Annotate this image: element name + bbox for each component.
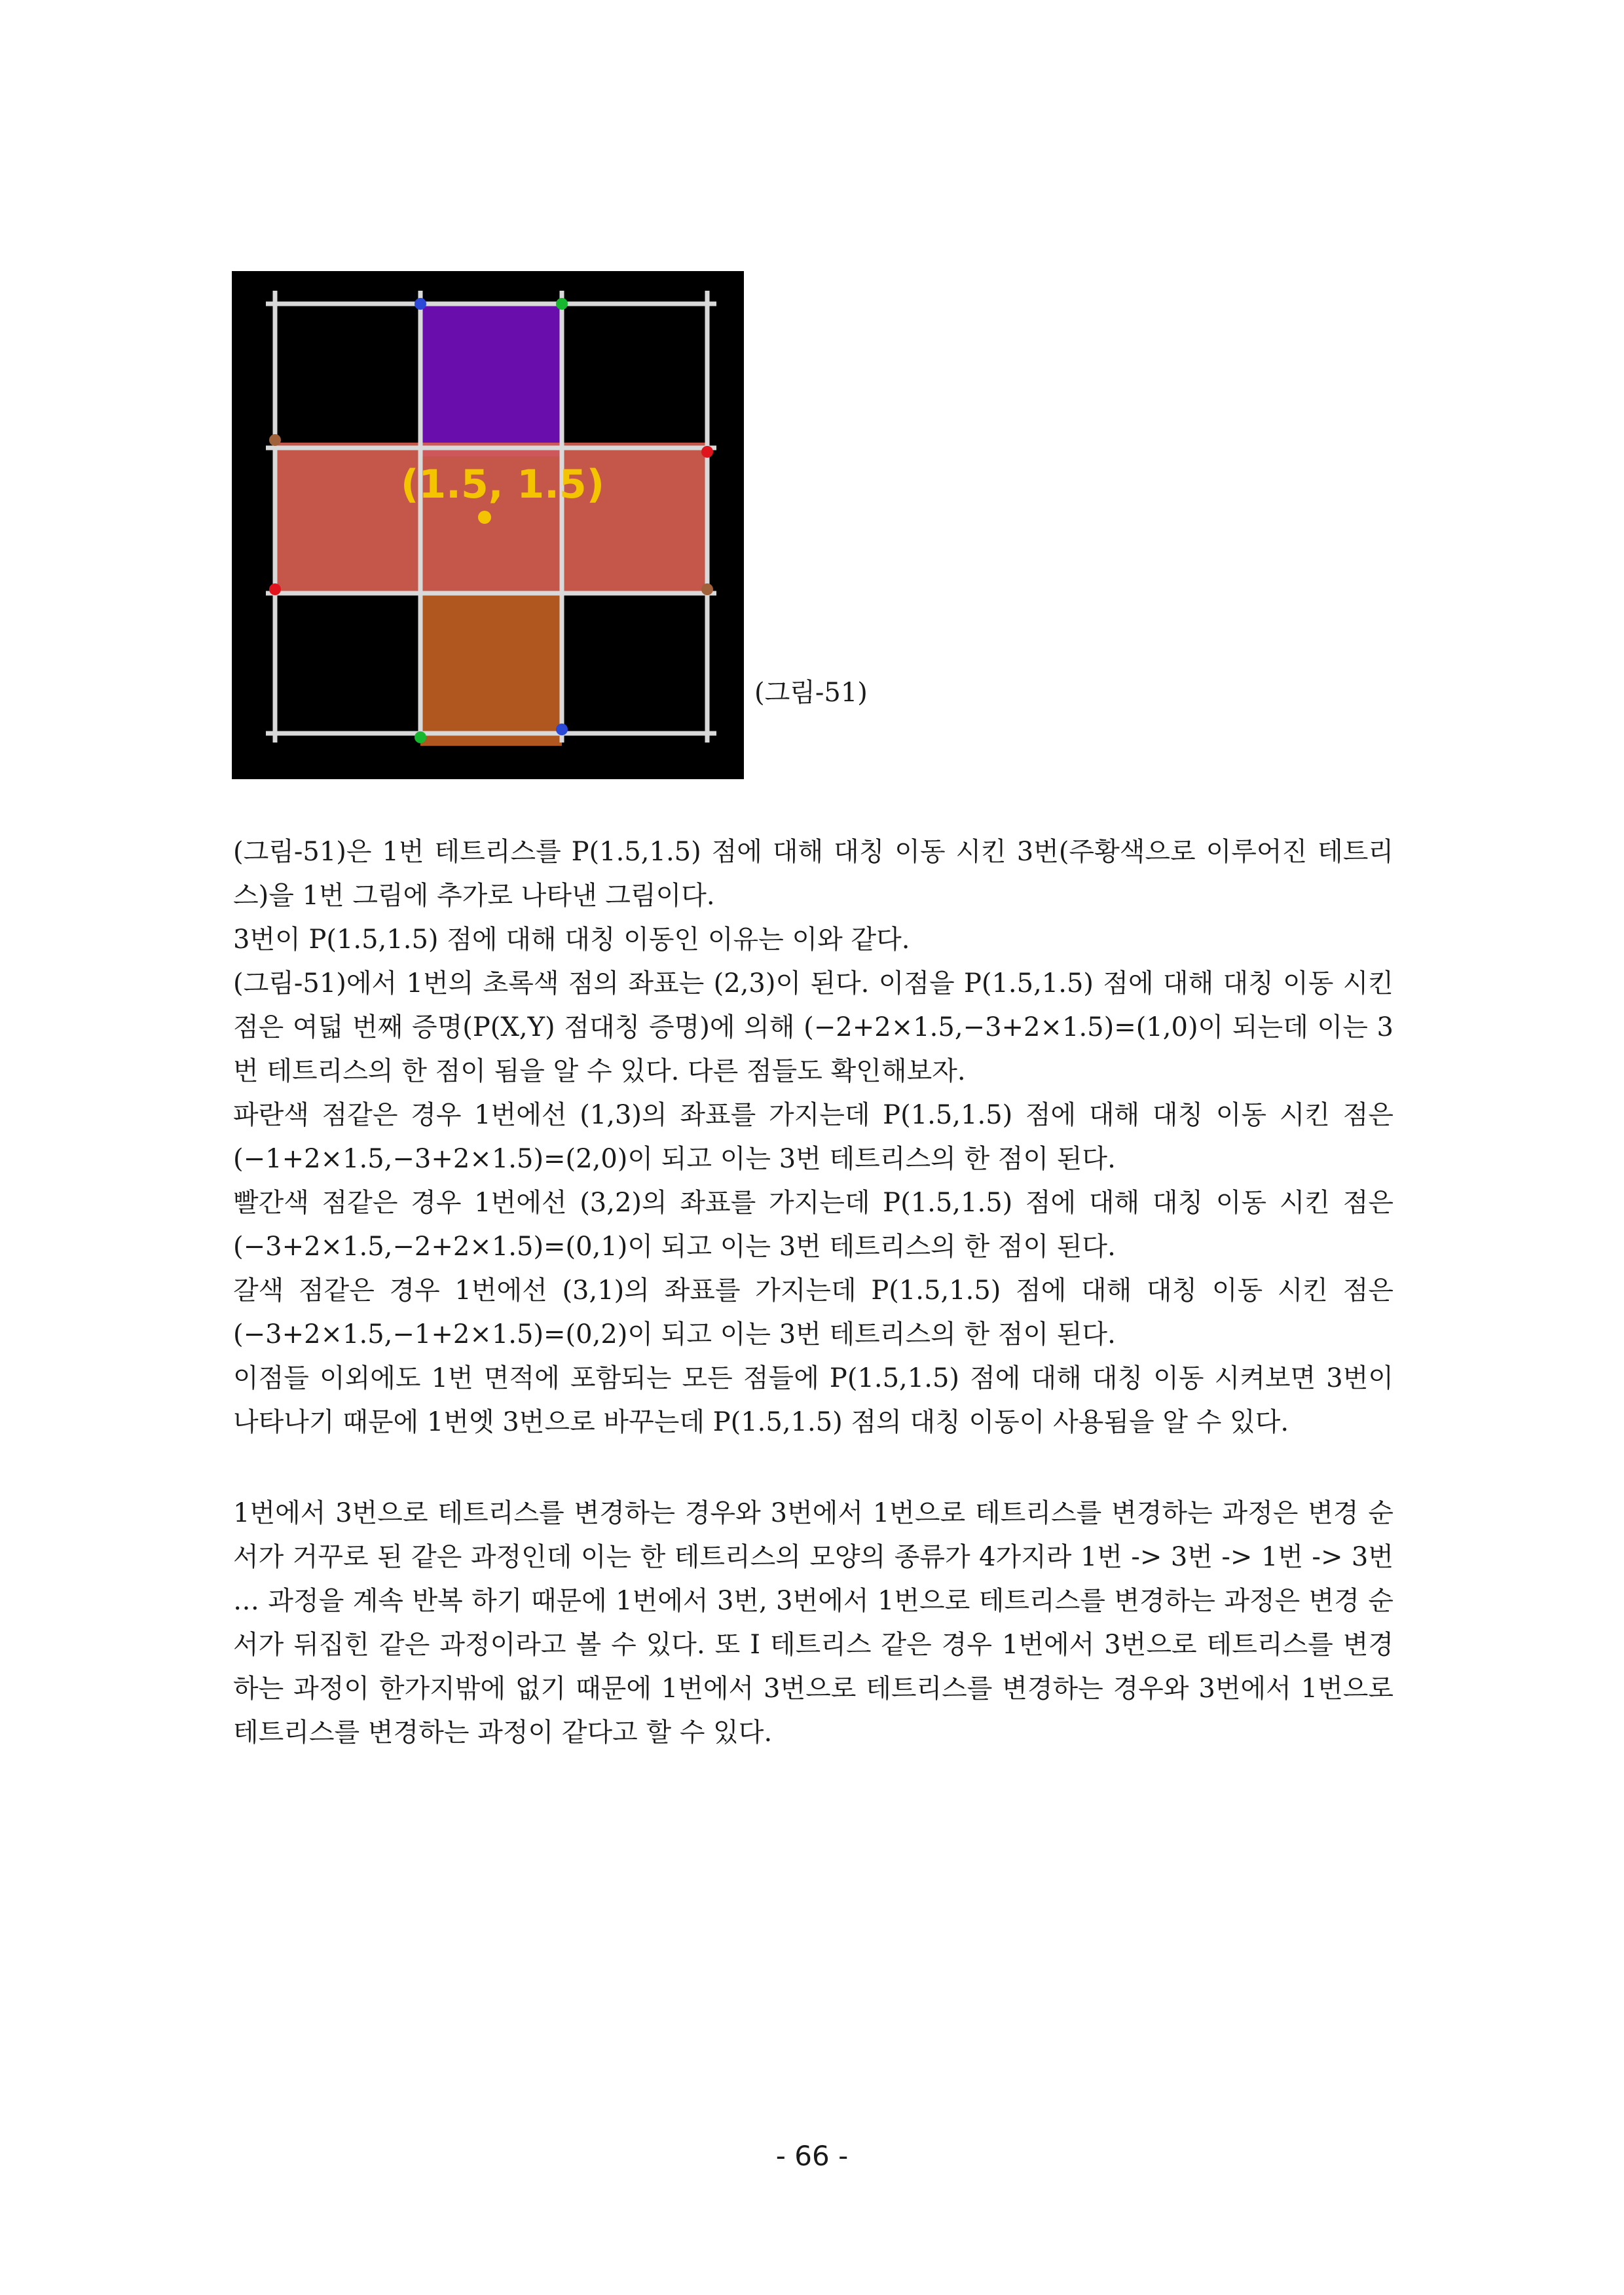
paragraph: 1번에서 3번으로 테트리스를 변경하는 경우와 3번에서 1번으로 테트리스를 변경하는 과정은 변경 순서가 거꾸로 된 같은 과정인데 이는 한 테트리스의 모양의 종류가 4가지라 1번 -> 3번 -> 1번 -> 3번 … 과정을 계속 반복 하기 때문에 1번에서 3번, 3번에서 1번으로 테트리스를 변경하는 과정은 변경 순서가 뒤집힌 같은 과정이라고 볼 수 있다. 또 I 테트리스 같은 경우 1번에서 3번으로 테트리스를 변경하는 과정이 한가지밖에 없기 때문에 1번에서 3번으로 테트리스를 변경하는 경우와 3번에서 1번으로 테트리스를 변경하는 과정이 같다고 할 수 있다.: [233, 1498, 1393, 1748]
paragraph: 이점들 이외에도 1번 면적에 포함되는 모든 점들에 P(1.5,1.5) 점에 대해 대칭 이동 시켜보면 3번이 나타나기 때문에 1번엣 3번으로 바꾸는데 P(1.5,1.5) 점의 대칭 이동이 사용됨을 알 수 있다.: [233, 1363, 1393, 1437]
brown-point: [269, 434, 281, 446]
center-point: [478, 511, 491, 524]
paragraph: 3번이 P(1.5,1.5) 점에 대해 대칭 이동인 이유는 이와 같다.: [233, 925, 910, 955]
brown-point: [701, 583, 713, 595]
figure-canvas: [232, 271, 744, 779]
center-point-label: (1.5, 1.5): [401, 462, 605, 507]
paragraph: 갈색 점같은 경우 1번에선 (3,1)의 좌표를 가지는데 P(1.5,1.5) 점에 대해 대칭 이동 시킨 점은 (−3+2×1.5,−1+2×1.5)=(0,2)이 되고 이는 3번 테트리스의 한 점이 된다.: [233, 1276, 1393, 1349]
blue-point: [415, 298, 426, 310]
green-point: [556, 298, 568, 310]
blue-point: [556, 724, 568, 735]
page-number: - 66 -: [775, 2140, 849, 2172]
paragraph: 파란색 점같은 경우 1번에선 (1,3)의 좌표를 가지는데 P(1.5,1.5) 점에 대해 대칭 이동 시킨 점은 (−1+2×1.5,−3+2×1.5)=(2,0)이 되고 이는 3번 테트리스의 한 점이 된다.: [233, 1100, 1393, 1174]
red-point: [269, 583, 281, 595]
paragraph: 빨간색 점같은 경우 1번에선 (3,2)의 좌표를 가지는데 P(1.5,1.5) 점에 대해 대칭 이동 시킨 점은 (−3+2×1.5,−2+2×1.5)=(0,1)이 되고 이는 3번 테트리스의 한 점이 된다.: [233, 1188, 1393, 1262]
paragraph: (그림-51)에서 1번의 초록색 점의 좌표는 (2,3)이 된다. 이점을 P(1.5,1.5) 점에 대해 대칭 이동 시킨 점은 여덟 번째 증명(P(X,Y) 점대칭 증명)에 의해 (−2+2×1.5,−3+2×1.5)=(1,0)이 되는데 이는 3번 테트리스의 한 점이 됨을 알 수 있다. 다른 점들도 확인해보자.: [233, 968, 1393, 1086]
green-point: [415, 731, 426, 743]
paragraph: (그림-51)은 1번 테트리스를 P(1.5,1.5) 점에 대해 대칭 이동 시킨 3번(주황색으로 이루어진 테트리스)을 1번 그림에 추가로 나타낸 그림이다.: [233, 837, 1393, 911]
figure-caption: (그림-51): [754, 678, 868, 708]
red-point: [701, 446, 713, 458]
purple-block: [420, 304, 562, 456]
paragraph-spacer: [233, 1444, 1393, 1492]
body-text: [233, 830, 1393, 1755]
brown-block: [420, 593, 562, 746]
tetris-symmetry-figure: [232, 271, 744, 779]
